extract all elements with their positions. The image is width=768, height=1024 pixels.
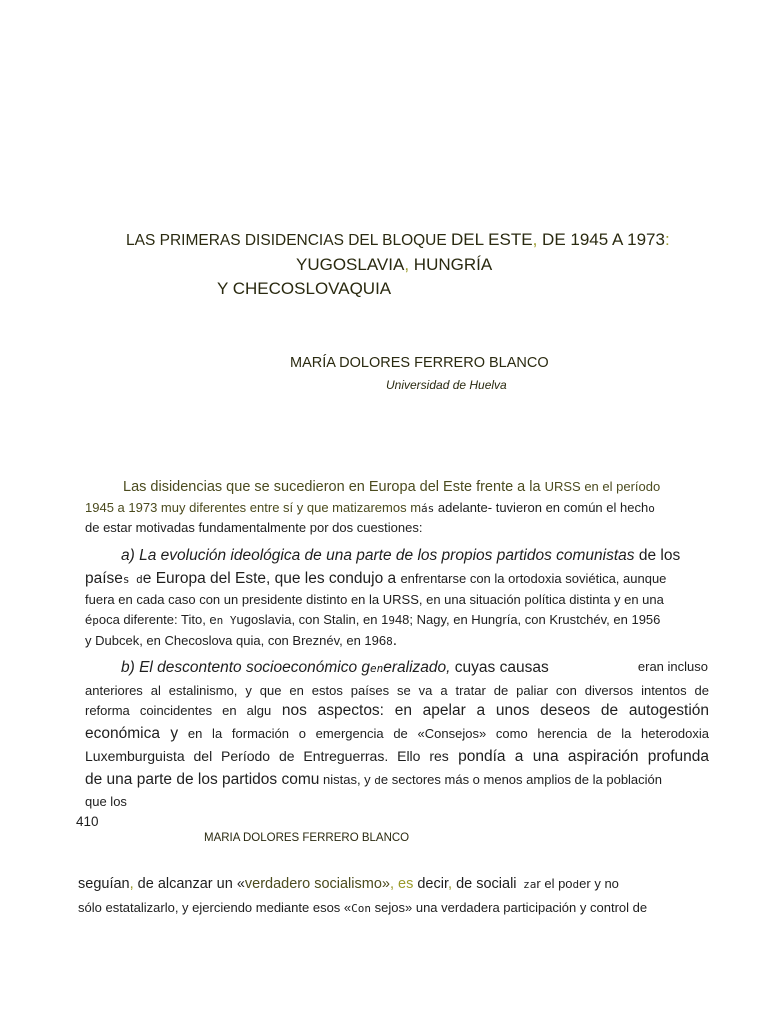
item-b-line-6: de una parte de los partidos comu nistas, y de sectores más o menos amplios de la población — [85, 771, 663, 788]
intro-line-1: Las disidencias que se sucedieron en Europa del Este frente a la URSS en el período — [123, 479, 661, 495]
author-name: MARÍA DOLORES FERRERO BLANCO — [290, 355, 549, 371]
page-number: 410 — [76, 814, 99, 829]
title-line-1: LAS PRIMERAS DISIDENCIAS DEL BLOQUE DEL ESTE, DE 1945 A 1973: — [126, 230, 670, 249]
item-a-line-5: y Dubcek, en Checoslova quia, con Breznév, en 1968. — [85, 632, 398, 649]
item-a-line-2: países de Europa del Este, que les condujo a enfrentarse con la ortodoxia soviética, aunque — [85, 570, 667, 587]
running-head: MARIA DOLORES FERRERO BLANCO — [204, 832, 410, 844]
intro-line-3: de estar motivadas fundamentalmente por dos cuestiones: — [85, 520, 423, 535]
item-b-line-4: económica y en la formación o emergencia de «Consejos» como herencia de la heterodoxia — [85, 725, 709, 742]
item-b-line-1: b) El descontento socioeconómico generalizado, cuyas causas eran incluso — [121, 659, 708, 676]
item-a-line-3: fuera en cada caso con un presidente distinto en la URSS, en una situación política distinta y en una — [85, 592, 664, 607]
item-b-line-2: anteriores al estalinismo, y que en estos países se va a tratar de paliar con diversos intentos de — [85, 683, 709, 698]
title-line-3: Y CHECOSLOVAQUIA — [217, 279, 392, 298]
item-b-line-5: Luxemburguista del Período de Entreguerras. Ello res pondía a una aspiración profunda — [85, 748, 710, 765]
continuation-line-2: sólo estatalizarlo, y ejerciendo mediante esos «Con sejos» una verdadera participación y control de — [78, 900, 648, 915]
item-b-line-3: reforma coincidentes en algu nos aspectos: en apelar a unos deseos de autogestión — [85, 702, 709, 719]
title-line-2: YUGOSLAVIA, HUNGRÍA — [296, 255, 493, 274]
item-a-line-1: a) La evolución ideológica de una parte de los propios partidos comunistas de los — [121, 547, 681, 564]
intro-line-2: 1945 a 1973 muy diferentes entre sí y que matizaremos más adelante- tuvieron en común el hecho — [85, 500, 655, 515]
item-b-line-7: que los — [85, 794, 127, 809]
continuation-line-1: seguían, de alcanzar un «verdadero socialismo», es decir, de sociali zar el poder y no — [78, 876, 619, 892]
author-affiliation: Universidad de Huelva — [386, 378, 507, 392]
item-a-line-4: época diferente: Tito, en Yugoslavia, con Stalin, en 1948; Nagy, en Hungría, con Krustchév, en 1956 — [85, 612, 661, 627]
